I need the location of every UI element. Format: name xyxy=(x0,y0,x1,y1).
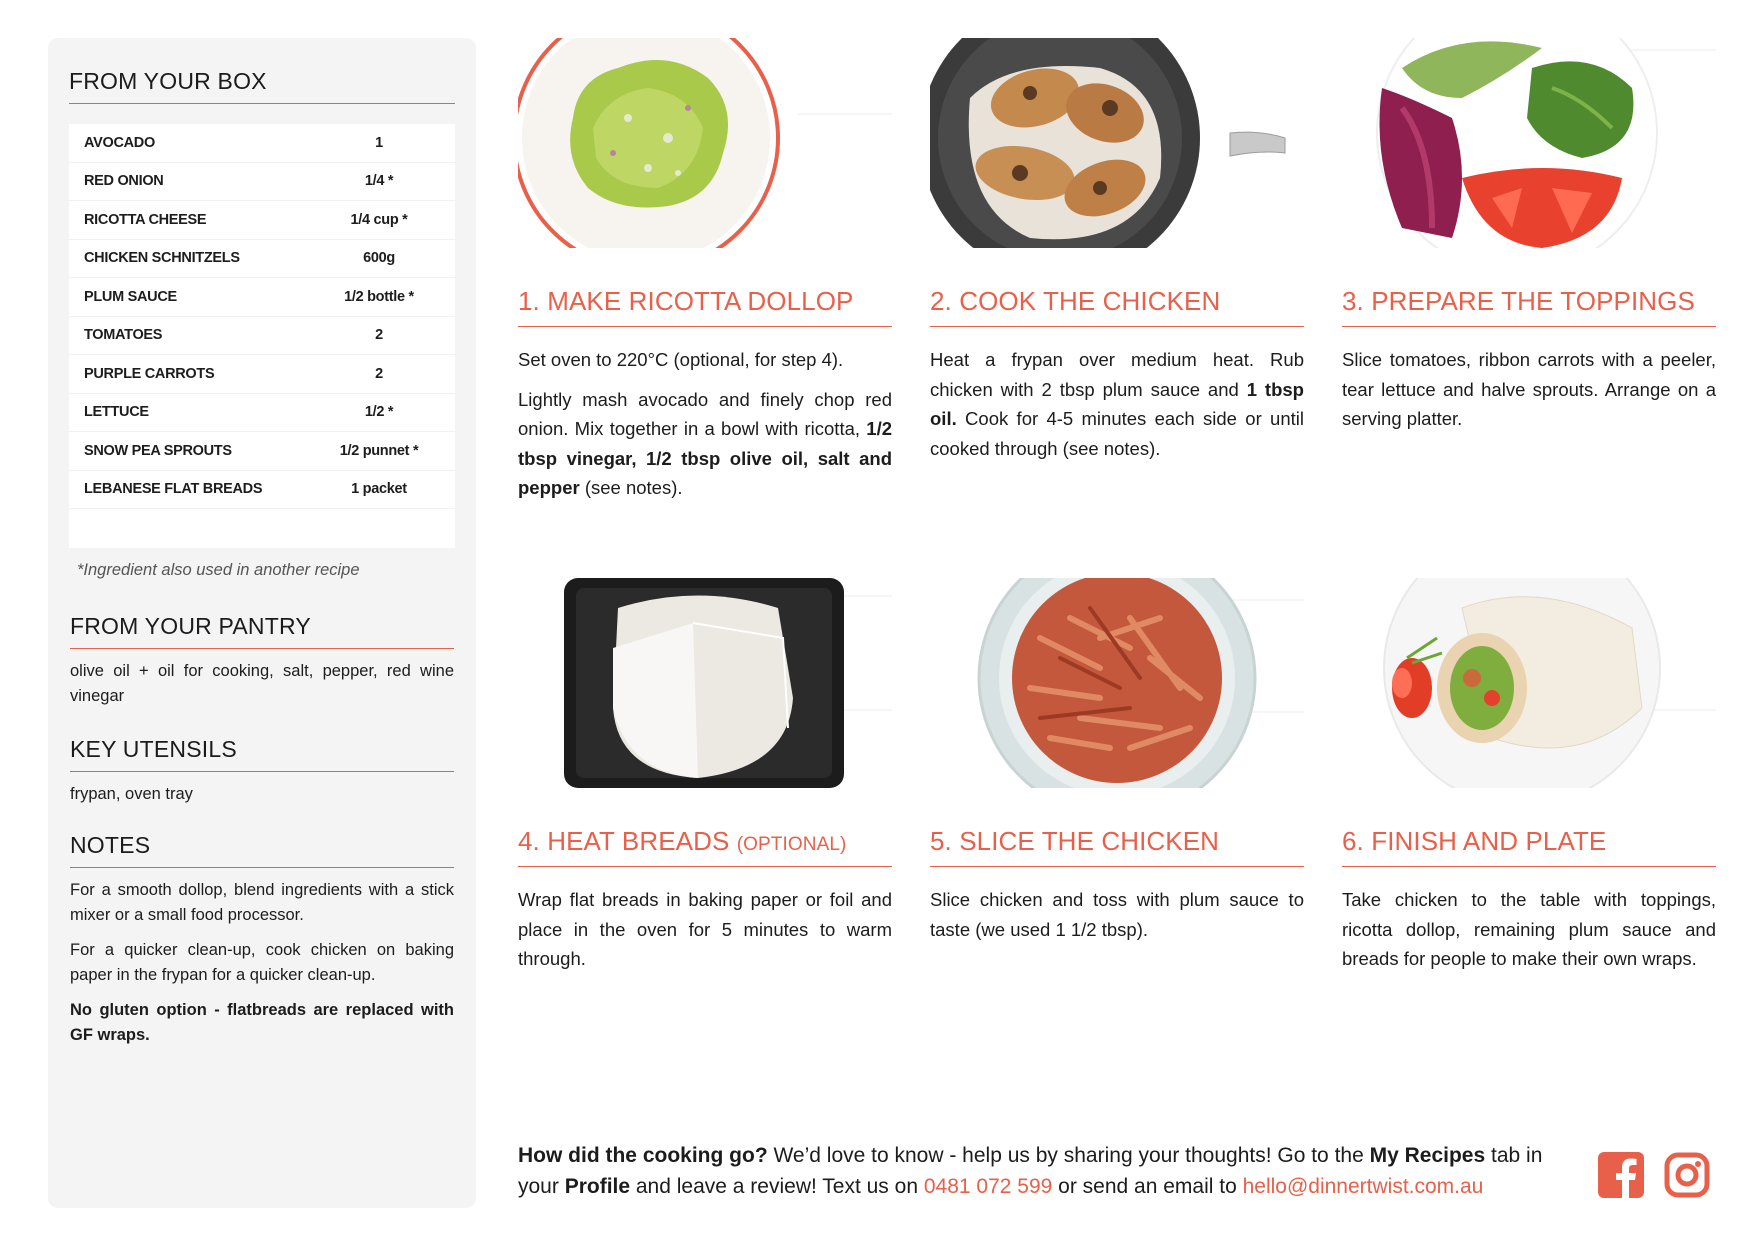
step-2-photo xyxy=(930,38,1304,248)
flat-breads-tray-image xyxy=(518,578,892,788)
ingredient-table xyxy=(69,124,455,548)
ingredient-qty: 1/4 cup * xyxy=(350,211,408,228)
instagram-icon[interactable] xyxy=(1664,1152,1710,1198)
ingredient-name: TOMATOES xyxy=(84,327,163,344)
step-1-text: Lightly mash avocado and finely chop red onion. Mix together in a bowl with ricotta, 1/2 tbsp vinegar, 1/2 tbsp olive oil, salt and pepper (see notes). xyxy=(518,388,892,498)
ingredient-qty: 1 xyxy=(375,134,383,151)
ingredient-row xyxy=(69,201,455,240)
pantry-section xyxy=(70,613,454,709)
my-recipes-link[interactable]: My Recipes xyxy=(1369,1144,1486,1167)
step-6-body xyxy=(1342,885,1716,974)
ingredient-qty: 1 packet xyxy=(351,481,407,498)
ingredient-qty: 600g xyxy=(363,250,395,267)
step-5-text: Slice chicken and toss with plum sauce to taste (we used 1 1/2 tbsp). xyxy=(930,889,1304,940)
feedback-footer: How did the cooking go? We’d love to know - help us by sharing your thoughts! Go to the My Recipes tab in your Profile and leave a review! Text us on 0481 072 599 or send an email to hello@dinnertwist.com.au xyxy=(518,1144,1543,1198)
ingredient-qty: 1/2 bottle * xyxy=(344,288,414,305)
ingredient-qty: 1/2 punnet * xyxy=(339,442,419,459)
step-3-title: 3. PREPARE THE TOPPINGS xyxy=(1342,286,1716,327)
step-4-title: 4. HEAT BREADS (OPTIONAL) xyxy=(518,826,892,867)
ingredient-qty: 2 xyxy=(375,327,383,344)
ingredient-qty: 1/4 * xyxy=(364,173,394,190)
step-5 xyxy=(930,578,1304,954)
step-2-body xyxy=(930,345,1304,463)
ingredient-name: RICOTTA CHEESE xyxy=(84,211,207,228)
ingredient-name: RED ONION xyxy=(84,173,164,190)
pantry-text: olive oil + oil for cooking, salt, pepper, red wine vinegar xyxy=(70,662,454,705)
note-item: For a smooth dollop, blend ingredients with a stick mixer or a small food processor. xyxy=(70,881,454,924)
ingredient-row xyxy=(69,471,455,510)
step-6-photo xyxy=(1342,578,1716,788)
utensils-section xyxy=(70,736,454,807)
from-your-box-heading: FROM YOUR BOX xyxy=(69,68,455,104)
sidebar xyxy=(48,38,476,1208)
step-4-text: Wrap flat breads in baking paper or foil and place in the oven for 5 minutes to warm through. xyxy=(518,889,892,969)
sliced-chicken-bowl-image xyxy=(930,578,1304,788)
finished-wraps-image xyxy=(1342,578,1716,788)
step-2-title: 2. COOK THE CHICKEN xyxy=(930,286,1304,327)
footer-question: How did the cooking go? xyxy=(518,1144,768,1167)
step-5-photo xyxy=(930,578,1304,788)
ingredient-name: CHICKEN SCHNITZELS xyxy=(84,250,240,267)
ingredient-row xyxy=(69,124,455,163)
step-1-body xyxy=(518,345,892,503)
toppings-platter-image xyxy=(1342,38,1716,248)
step-2 xyxy=(930,38,1304,473)
phone-link[interactable]: 0481 072 599 xyxy=(923,1175,1053,1198)
ingredient-name: LEBANESE FLAT BREADS xyxy=(84,481,263,498)
step-1-text: Set oven to 220°C (optional, for step 4). xyxy=(518,349,844,370)
notes-heading: NOTES xyxy=(70,832,454,868)
step-4-body xyxy=(518,885,892,974)
ingredient-name: PURPLE CARROTS xyxy=(84,365,215,382)
ingredient-row xyxy=(69,317,455,356)
ingredient-row xyxy=(69,394,455,433)
profile-link[interactable]: Profile xyxy=(564,1175,631,1198)
ingredient-row xyxy=(69,355,455,394)
note-gluten-free: No gluten option - flatbreads are replaced with GF wraps. xyxy=(70,1001,454,1044)
step-1-photo xyxy=(518,38,892,248)
step-6-text: Take chicken to the table with toppings, ricotta dollop, remaining plum sauce and breads for people to make their own wraps. xyxy=(1342,889,1716,969)
step-3 xyxy=(1342,38,1716,444)
step-3-photo xyxy=(1342,38,1716,248)
email-link[interactable]: hello@dinnertwist.com.au xyxy=(1242,1175,1484,1198)
step-5-body xyxy=(930,885,1304,944)
ingredient-footnote: *Ingredient also used in another recipe xyxy=(77,561,360,579)
facebook-icon[interactable] xyxy=(1598,1152,1644,1198)
notes-section xyxy=(70,832,454,1048)
ingredient-row xyxy=(69,163,455,202)
utensils-heading: KEY UTENSILS xyxy=(70,736,454,772)
chicken-frypan-image xyxy=(930,38,1304,248)
ingredient-row xyxy=(69,240,455,279)
ingredient-row xyxy=(69,278,455,317)
note-item: For a quicker clean-up, cook chicken on baking paper in the frypan for a quicker clean-up. xyxy=(70,941,454,984)
ingredient-name: PLUM SAUCE xyxy=(84,288,177,305)
step-5-title: 5. SLICE THE CHICKEN xyxy=(930,826,1304,867)
step-4 xyxy=(518,578,892,984)
step-3-text: Slice tomatoes, ribbon carrots with a peeler, tear lettuce and halve sprouts. Arrange on a serving platter. xyxy=(1342,349,1716,429)
step-1-title: 1. MAKE RICOTTA DOLLOP xyxy=(518,286,892,327)
ricotta-dollop-image xyxy=(518,38,892,248)
utensils-text: frypan, oven tray xyxy=(70,785,193,803)
ingredient-name: LETTUCE xyxy=(84,404,149,421)
step-1 xyxy=(518,38,892,513)
pantry-heading: FROM YOUR PANTRY xyxy=(70,613,454,649)
ingredient-qty: 2 xyxy=(375,365,383,382)
step-6-title: 6. FINISH AND PLATE xyxy=(1342,826,1716,867)
ingredient-name: AVOCADO xyxy=(84,134,155,151)
ingredient-row xyxy=(69,432,455,471)
step-4-photo xyxy=(518,578,892,788)
step-3-body xyxy=(1342,345,1716,434)
ingredient-qty: 1/2 * xyxy=(364,404,394,421)
step-2-text: Heat a frypan over medium heat. Rub chicken with 2 tbsp plum sauce and 1 tbsp oil. Cook for 4-5 minutes each side or until cooked through (see notes). xyxy=(930,349,1304,459)
step-6 xyxy=(1342,578,1716,984)
ingredient-name: SNOW PEA SPROUTS xyxy=(84,442,232,459)
